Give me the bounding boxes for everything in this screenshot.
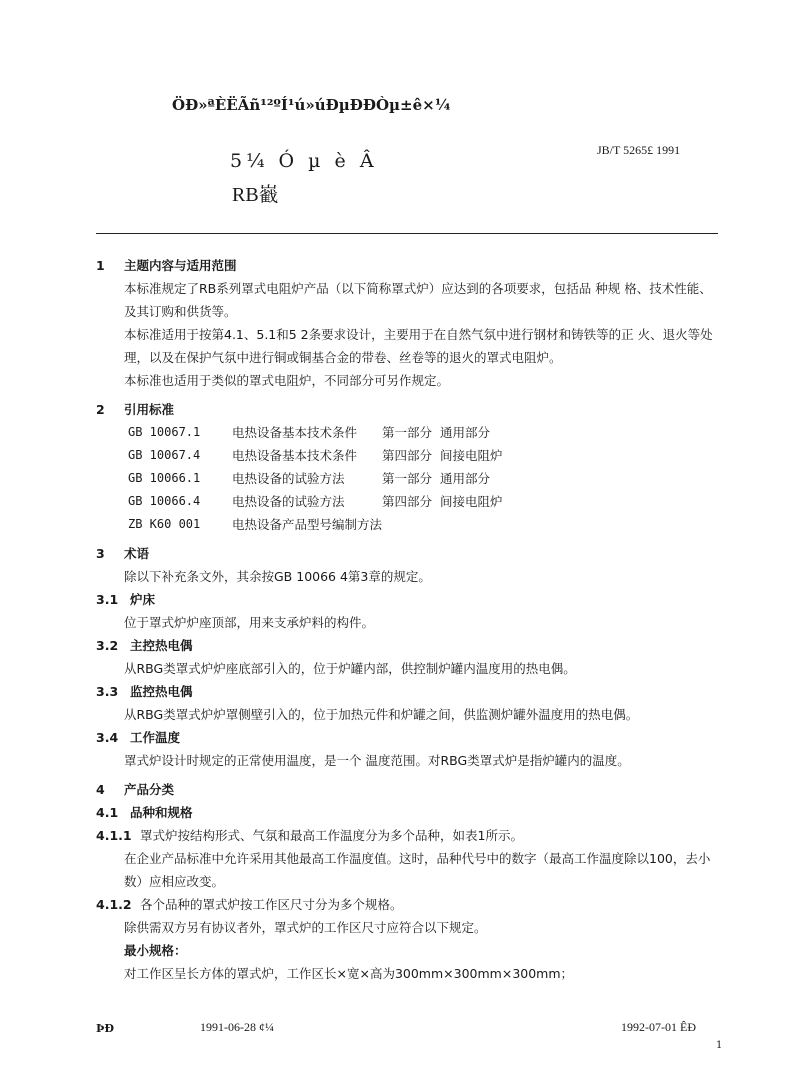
standard-number: JB/T 5265£ 1991 — [597, 143, 681, 157]
clause-label: 最小规格： — [124, 943, 187, 958]
clause-paragraph: 对工作区呈长方体的罩式炉，工作区长×宽×高为300mm×300mm×300mm； — [124, 966, 574, 981]
document-body — [96, 254, 720, 985]
effective-date: 1992-07-01 ÊÐ — [621, 1020, 696, 1034]
header-divider — [96, 233, 718, 234]
reference-row: GB 10066.4 电热设备的试验方法 第四部分 间接电阻炉 — [128, 494, 503, 509]
clause-item: 4.1.2 各个品种的罩式炉按工作区尺寸分为多个规格。 — [96, 897, 403, 912]
reference-list — [128, 421, 503, 536]
reference-row: ZB K60 001 电热设备产品型号编制方法 — [128, 517, 383, 532]
reference-row: GB 10066.1 电热设备的试验方法 第一部分 通用部分 — [128, 471, 491, 486]
section-1-heading: 1 主题内容与适用范围 — [96, 258, 237, 273]
term-heading: 3.3 监控热电偶 — [96, 684, 193, 699]
section-2-heading: 2 引用标准 — [96, 402, 175, 417]
term-definition: 从RBG类罩式炉炉座底部引入的，位于炉罐内部，供控制炉罐内温度用的热电偶。 — [124, 661, 576, 676]
term-heading: 3.1 炉床 — [96, 592, 156, 607]
section-4-heading: 4 产品分类 — [96, 782, 175, 797]
footer-mark: ÞÐ — [96, 1022, 114, 1035]
reference-row: GB 10067.1 电热设备基本技术条件 第一部分 通用部分 — [128, 425, 491, 440]
term-definition: 罩式炉设计时规定的正常使用温度，是一个 温度范围。对RBG类罩式炉是指炉罐内的温度。 — [124, 753, 630, 768]
page-number: 1 — [716, 1040, 723, 1051]
subsection-heading: 4.1 品种和规格 — [96, 805, 193, 820]
section-1-paragraph: 本标准适用于按第4.1、5.1和5 2条要求设计，主要用于在自然气氛中进行钢材和铸铁等的正 火、退火等处理，以及在保护气氛中进行铜或铜基合金的带卷、丝卷等的退火的罩式电阻炉。 — [124, 327, 713, 365]
term-heading: 3.2 主控热电偶 — [96, 638, 193, 653]
issue-date: 1991-06-28 ¢¼ — [200, 1020, 274, 1034]
clause-item: 4.1.1 罩式炉按结构形式、气氛和最高工作温度分为多个品种，如表1所示。 — [96, 828, 523, 843]
clause-paragraph: 在企业产品标准中允许采用其他最高工作温度值。这时，品种代号中的数字（最高工作温度除以100，去小数）应相应改变。 — [124, 851, 711, 889]
document-subtitle: RB巀 — [232, 184, 279, 206]
term-heading: 3.4 工作温度 — [96, 730, 181, 745]
section-1-paragraph: 本标准规定了RB系列罩式电阻炉产品（以下简称罩式炉）应达到的各项要求，包括品 种规 格、技术性能、及其订购和供货等。 — [124, 281, 712, 319]
clause-paragraph: 除供需双方另有协议者外，罩式炉的工作区尺寸应符合以下规定。 — [124, 920, 487, 935]
publisher-line: ÖÐ»ªÈËÃñ¹²ºÍ¹ú»úÐµÐÐÒµ±ê×¼ — [172, 96, 451, 114]
document-title: 5¼ Ó µ è Â — [230, 150, 378, 172]
section-1-paragraph: 本标准也适用于类似的罩式电阻炉，不同部分可另作规定。 — [124, 373, 450, 388]
reference-row: GB 10067.4 电热设备基本技术条件 第四部分 间接电阻炉 — [128, 448, 503, 463]
term-definition: 位于罩式炉炉座顶部，用来支承炉料的构件。 — [124, 615, 375, 630]
section-3-heading: 3 术语 — [96, 546, 150, 561]
section-3-intro: 除以下补充条文外，其余按GB 10066 4第3章的规定。 — [124, 569, 431, 584]
term-definition: 从RBG类罩式炉炉罩侧壁引入的，位于加热元件和炉罐之间，供监测炉罐外温度用的热电偶。 — [124, 707, 639, 722]
